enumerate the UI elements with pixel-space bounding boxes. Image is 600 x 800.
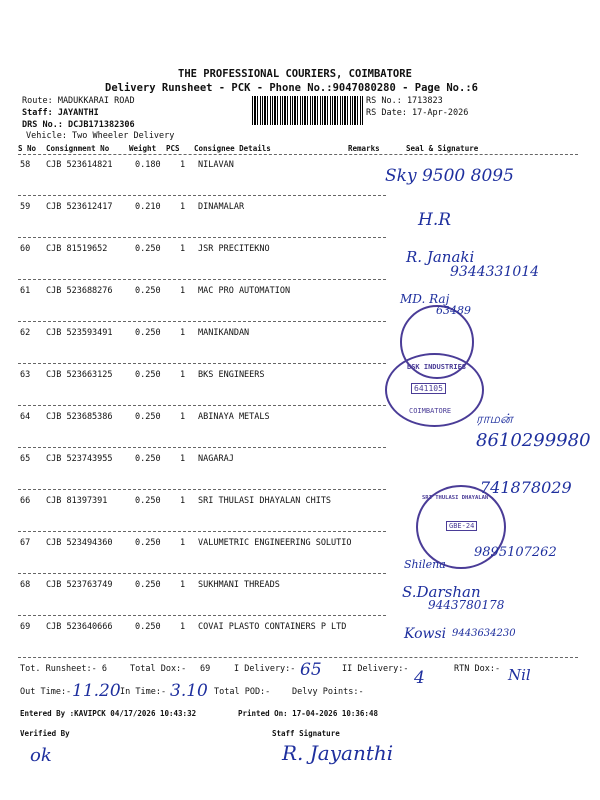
col-consignment: Consignment No bbox=[46, 144, 110, 153]
row-sno: 59 bbox=[20, 202, 31, 212]
verified-by-label: Verified By bbox=[20, 729, 70, 738]
sig-68-phone: 9443780178 bbox=[428, 598, 505, 612]
staff: Staff: JAYANTHI bbox=[22, 108, 99, 118]
row-sno: 68 bbox=[20, 580, 31, 590]
i-delivery-value: 65 bbox=[300, 660, 322, 680]
row-pcs: 1 bbox=[180, 286, 186, 296]
row-consignment-no: CJB 523663125 bbox=[46, 370, 113, 380]
row-weight: 0.250 bbox=[135, 538, 161, 548]
row-pcs: 1 bbox=[180, 622, 186, 632]
row-consignee: VALUMETRIC ENGINEERING SOLUTIO bbox=[198, 538, 352, 548]
row-consignment-no: CJB 81519652 bbox=[46, 244, 108, 254]
sig-61-name: MD. Raj bbox=[400, 292, 450, 306]
row-consignment-no: CJB 81397391 bbox=[46, 496, 108, 506]
row-consignment-no: CJB 523494360 bbox=[46, 538, 113, 548]
delvy-points-label: Delvy Points:- bbox=[292, 687, 364, 697]
row-consignee: BKS ENGINEERS bbox=[198, 370, 265, 380]
row-sno: 69 bbox=[20, 622, 31, 632]
total-pod-label: Total POD:- bbox=[214, 687, 271, 697]
row-weight: 0.250 bbox=[135, 622, 161, 632]
table-bottom-divider bbox=[18, 657, 578, 658]
row-sno: 66 bbox=[20, 496, 31, 506]
barcode bbox=[252, 96, 364, 125]
row-consignee: NILAVAN bbox=[198, 160, 234, 170]
row-pcs: 1 bbox=[180, 160, 186, 170]
runsheet-title: Delivery Runsheet - PCK - Phone No.:9047080280 - Page No.:6 bbox=[105, 82, 478, 94]
row-consignee: MANIKANDAN bbox=[198, 328, 250, 338]
in-time-label: In Time:- bbox=[120, 687, 167, 697]
out-time-label: Out Time:- bbox=[20, 687, 72, 697]
row-pcs: 1 bbox=[180, 244, 186, 254]
row-divider bbox=[18, 321, 386, 322]
entered-by: Entered By :KAVIPCK 04/17/2026 10:43:32 bbox=[20, 709, 197, 718]
row-weight: 0.180 bbox=[135, 160, 161, 170]
row-consignee: SRI THULASI DHAYALAN CHITS bbox=[198, 496, 332, 506]
row-divider bbox=[18, 405, 386, 406]
route: Route: MADUKKARAI ROAD bbox=[22, 96, 135, 106]
sig-69-name: Kowsi bbox=[404, 626, 447, 642]
stamp1-code: 641105 bbox=[411, 383, 446, 394]
i-delivery-label: I Delivery:- bbox=[234, 664, 296, 674]
stamp2-name: SRI THULASI DHAYALAN bbox=[422, 495, 489, 501]
row-weight: 0.250 bbox=[135, 454, 161, 464]
row-sno: 64 bbox=[20, 412, 31, 422]
row-sno: 67 bbox=[20, 538, 31, 548]
staff-signature: R. Jayanthi bbox=[282, 741, 394, 765]
row-pcs: 1 bbox=[180, 454, 186, 464]
sig-66-phone: 741878029 bbox=[480, 478, 572, 497]
row-weight: 0.250 bbox=[135, 412, 161, 422]
row-consignee: JSR PRECITEKNO bbox=[198, 244, 270, 254]
row-consignee: NAGARAJ bbox=[198, 454, 234, 464]
bsk-stamp bbox=[385, 353, 484, 427]
printed-on: Printed On: 17-04-2026 10:36:48 bbox=[238, 709, 378, 718]
row-sno: 62 bbox=[20, 328, 31, 338]
row-consignee: MAC PRO AUTOMATION bbox=[198, 286, 291, 296]
ii-delivery-value: 4 bbox=[414, 668, 425, 688]
sig-58: Sky 9500 8095 bbox=[385, 166, 514, 186]
row-divider bbox=[18, 615, 386, 616]
vehicle: Vehicle: Two Wheeler Delivery bbox=[26, 131, 175, 141]
col-pcs: PCS bbox=[166, 144, 180, 153]
sig-60-name: R. Janaki bbox=[406, 248, 475, 266]
row-weight: 0.250 bbox=[135, 286, 161, 296]
row-divider bbox=[18, 447, 386, 448]
row-sno: 65 bbox=[20, 454, 31, 464]
in-time-value: 3.10 bbox=[170, 681, 208, 701]
drs-number: DRS No.: DCJB171382306 bbox=[22, 120, 135, 130]
out-time-value: 11.20 bbox=[72, 681, 121, 701]
row-consignee: SUKHMANI THREADS bbox=[198, 580, 280, 590]
row-pcs: 1 bbox=[180, 370, 186, 380]
sig-64-name: ராமன் bbox=[476, 412, 513, 427]
row-divider bbox=[18, 279, 386, 280]
row-consignment-no: CJB 523743955 bbox=[46, 454, 113, 464]
tot-runsheet: Tot. Runsheet:- 6 bbox=[20, 664, 107, 674]
total-dox-value: 69 bbox=[200, 664, 211, 674]
row-divider bbox=[18, 237, 386, 238]
staff-signature-label: Staff Signature bbox=[272, 729, 340, 738]
row-divider bbox=[18, 489, 386, 490]
row-weight: 0.210 bbox=[135, 202, 161, 212]
row-consignee: COVAI PLASTO CONTAINERS P LTD bbox=[198, 622, 347, 632]
col-weight: Weight bbox=[129, 144, 157, 153]
row-consignment-no: CJB 523688276 bbox=[46, 286, 113, 296]
row-sno: 63 bbox=[20, 370, 31, 380]
sig-68-name: S.Darshan bbox=[402, 583, 481, 601]
row-pcs: 1 bbox=[180, 412, 186, 422]
stamp1-sub: COIMBATORE bbox=[409, 407, 452, 415]
row-consignment-no: CJB 523763749 bbox=[46, 580, 113, 590]
col-remarks: Remarks bbox=[348, 144, 380, 153]
sig-61-num: 63489 bbox=[436, 304, 471, 317]
sig-67-name: Shilena bbox=[404, 558, 446, 571]
sig-60-phone: 9344331014 bbox=[450, 264, 540, 280]
row-divider bbox=[18, 573, 386, 574]
row-pcs: 1 bbox=[180, 328, 186, 338]
row-weight: 0.250 bbox=[135, 244, 161, 254]
row-pcs: 1 bbox=[180, 538, 186, 548]
row-divider bbox=[18, 531, 386, 532]
row-divider bbox=[18, 195, 386, 196]
stamp1-name: BSK INDUSTRIES bbox=[407, 363, 467, 371]
sig-67-phone: 9895107262 bbox=[474, 545, 557, 560]
col-seal: Seal & Signature bbox=[406, 144, 479, 153]
rtn-dox-label: RTN Dox:- bbox=[454, 664, 501, 674]
rtn-dox-value: Nil bbox=[508, 666, 531, 684]
row-pcs: 1 bbox=[180, 496, 186, 506]
row-weight: 0.250 bbox=[135, 580, 161, 590]
sig-59: H.R bbox=[418, 210, 452, 230]
row-consignment-no: CJB 523685386 bbox=[46, 412, 113, 422]
row-sno: 58 bbox=[20, 160, 31, 170]
rs-number: RS No.: 1713823 bbox=[366, 96, 443, 106]
stamp2-code: GBE-24 bbox=[446, 521, 477, 531]
rs-date: RS Date: 17-Apr-2026 bbox=[366, 108, 469, 118]
header-divider bbox=[18, 154, 578, 155]
row-consignee: DINAMALAR bbox=[198, 202, 245, 212]
total-dox-label: Total Dox:- bbox=[130, 664, 187, 674]
col-consignee: Consignee Details bbox=[194, 144, 271, 153]
row-pcs: 1 bbox=[180, 202, 186, 212]
row-weight: 0.250 bbox=[135, 328, 161, 338]
row-weight: 0.250 bbox=[135, 496, 161, 506]
company-name: THE PROFESSIONAL COURIERS, COIMBATORE bbox=[178, 68, 412, 80]
col-sno: S No bbox=[18, 144, 37, 153]
row-sno: 60 bbox=[20, 244, 31, 254]
row-pcs: 1 bbox=[180, 580, 186, 590]
verified-signature: ok bbox=[30, 745, 52, 766]
row-consignment-no: CJB 523640666 bbox=[46, 622, 113, 632]
row-consignment-no: CJB 523593491 bbox=[46, 328, 113, 338]
row-consignee: ABINAYA METALS bbox=[198, 412, 270, 422]
sig-64-phone: 8610299980 bbox=[476, 430, 591, 451]
row-consignment-no: CJB 523614821 bbox=[46, 160, 113, 170]
row-divider bbox=[18, 363, 386, 364]
row-sno: 61 bbox=[20, 286, 31, 296]
row-weight: 0.250 bbox=[135, 370, 161, 380]
sig-69-phone: 9443634230 bbox=[452, 628, 516, 639]
ii-delivery-label: II Delivery:- bbox=[342, 664, 409, 674]
row-consignment-no: CJB 523612417 bbox=[46, 202, 113, 212]
